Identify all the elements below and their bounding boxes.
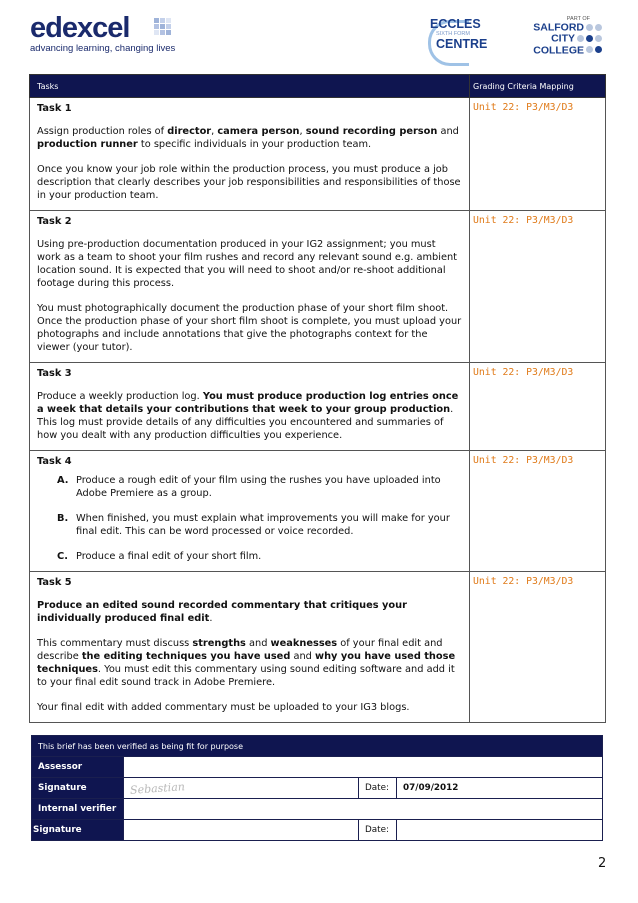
eccles-sub: SIXTH FORM [436, 31, 470, 37]
task-cell [30, 572, 470, 723]
edexcel-wordmark: edexcel [30, 12, 130, 44]
task-row [30, 451, 606, 572]
task-title: Task 5 [37, 577, 72, 588]
salford-dots-icon [584, 22, 602, 33]
col-tasks-header: Tasks [30, 75, 470, 98]
task-list [37, 474, 462, 563]
task-mapping: Unit 22: P3/M3/D3 [470, 98, 606, 211]
task-title: Task 1 [37, 103, 72, 114]
tasks-table-header [30, 75, 606, 98]
page-number: 2 [598, 856, 607, 871]
edexcel-logo [30, 14, 175, 54]
task-title: Task 3 [37, 368, 72, 379]
date2-label: Date: [359, 820, 397, 841]
task-paragraph: Once you know your job role within the production process, you must produce a job description that clearly describes your job responsibilities and responsibilities of those in your production team. [37, 164, 461, 201]
salford-line3: COLLEGE [533, 43, 584, 56]
task-row [30, 211, 606, 363]
signature2-label: Signature [32, 820, 124, 841]
internal-verifier-label: Internal verifier [32, 799, 124, 820]
task-paragraph: Produce a weekly production log. You must produce production log entries once a week that details your contributions that week to your group production. This log must provide details of any difficulties you encountered and summaries of how you dealt with any production difficulties you experience. [37, 391, 459, 441]
signature-label: Signature [32, 778, 124, 799]
task-row [30, 98, 606, 211]
task-mapping: Unit 22: P3/M3/D3 [470, 451, 606, 572]
task-mapping: Unit 22: P3/M3/D3 [470, 363, 606, 451]
verification-header: This brief has been verified as being fit for purpose [32, 736, 603, 757]
signature-mark: Sebastian [129, 779, 186, 797]
task-row [30, 363, 606, 451]
date-label: Date: [359, 778, 397, 799]
task-title: Task 2 [37, 216, 72, 227]
salford-dots-icon [575, 33, 602, 44]
edexcel-squares-icon [154, 18, 172, 36]
task-paragraph: You must photographically document the production phase of your short film shoot. Once the production phase of your short film shoot is complete, you must upload your photographs and include annotations that give the photographs context for the viewer (your tutor). [37, 303, 462, 353]
list-item: A. Produce a rough edit of your film using the rushes you have uploaded into Adobe Premiere as a group. [57, 475, 441, 499]
salford-dots-icon [584, 45, 602, 56]
internal-verifier-field [124, 799, 603, 820]
salford-line2: CITY [551, 32, 575, 45]
list-item: B. When finished, you must explain what improvements you will make for your final edit. This can be word processed or voice recorded. [57, 513, 450, 537]
task-paragraph: Your final edit with added commentary must be uploaded to your IG3 blogs. [37, 702, 410, 713]
eccles-line1: ECCLES [430, 17, 481, 31]
task-row [30, 572, 606, 723]
task-paragraph: Using pre-production documentation produced in your IG2 assignment; you must work as a team to shoot your film rushes and record any relevant sound e.g. ambient location sound. It is expected that you will need to shoot and/or re-shoot additional footage during this process. [37, 239, 458, 289]
verification-table [31, 735, 603, 841]
eccles-line2: CENTRE [436, 37, 488, 51]
task-mapping: Unit 22: P3/M3/D3 [470, 572, 606, 723]
salford-part-of: PART OF [566, 16, 590, 22]
salford-line1: SALFORD [533, 21, 584, 34]
task-paragraph: This commentary must discuss strengths and weaknesses of your final edit and describe the editing techniques you have used and why you have used those techniques. You must edit this commentary using sound editing software and add it to your final edit sound track in Adobe Premiere. [37, 638, 456, 688]
salford-logo [520, 16, 602, 60]
task-cell [30, 211, 470, 363]
task-paragraph: Assign production roles of director, camera person, sound recording person and production runner to specific individuals in your production team. [37, 126, 459, 150]
signature-field [124, 778, 359, 799]
date-value: 07/09/2012 [397, 778, 603, 799]
page-header [0, 0, 638, 72]
task-paragraph: Produce an edited sound recorded commentary that critiques your individually produced final edit. [37, 600, 407, 624]
task-cell [30, 451, 470, 572]
assessor-label: Assessor [32, 757, 124, 778]
task-cell [30, 98, 470, 211]
tasks-table [29, 74, 606, 723]
edexcel-tagline: advancing learning, changing lives [30, 43, 176, 54]
col-mapping-header: Grading Criteria Mapping [470, 75, 606, 98]
task-title: Task 4 [37, 456, 72, 467]
assessor-field [124, 757, 603, 778]
signature2-field [124, 820, 359, 841]
eccles-logo [430, 18, 490, 62]
task-mapping: Unit 22: P3/M3/D3 [470, 211, 606, 363]
task-cell [30, 363, 470, 451]
date2-value [397, 820, 603, 841]
list-item: C. Produce a final edit of your short film. [57, 551, 262, 562]
